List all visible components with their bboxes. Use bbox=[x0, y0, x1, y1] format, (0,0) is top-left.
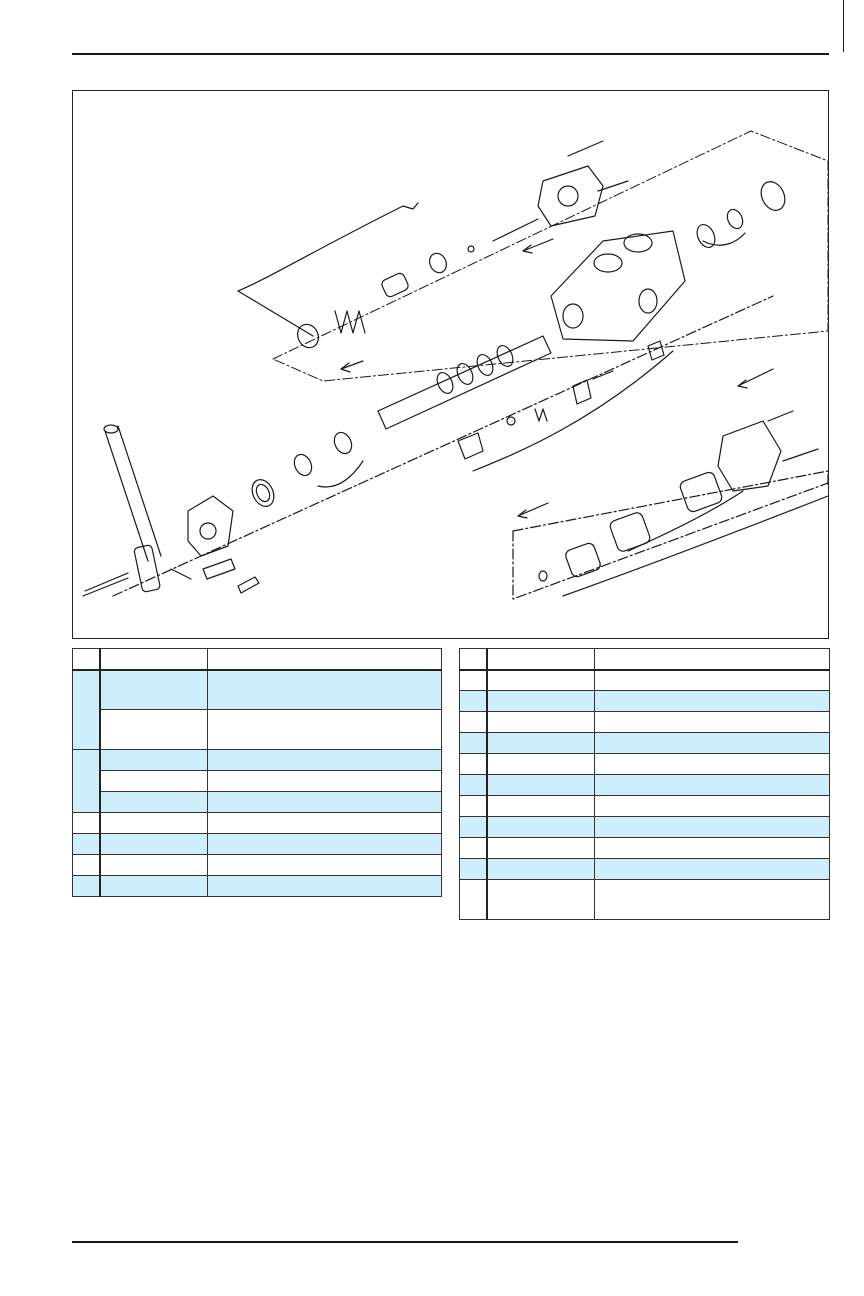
right-seal-1 bbox=[694, 222, 719, 251]
part-number-cell bbox=[487, 691, 595, 712]
small-ring bbox=[539, 571, 547, 581]
description-cell bbox=[595, 817, 830, 838]
description-cell bbox=[595, 796, 830, 817]
part-number-cell bbox=[487, 817, 595, 838]
table-row bbox=[460, 754, 830, 775]
cap-screw bbox=[493, 219, 538, 241]
stop bbox=[427, 251, 450, 276]
lower-flange bbox=[718, 421, 781, 491]
pin bbox=[171, 569, 191, 579]
description-cell bbox=[595, 838, 830, 859]
part-number-cell bbox=[100, 792, 208, 813]
table-row bbox=[460, 712, 830, 733]
description-cell bbox=[208, 813, 442, 834]
part-number-cell bbox=[487, 712, 595, 733]
table-row bbox=[460, 880, 830, 920]
description-cell bbox=[208, 792, 442, 813]
item-number-cell bbox=[460, 691, 487, 712]
part-number-cell bbox=[487, 733, 595, 754]
arrow-1 bbox=[341, 361, 363, 369]
table-row bbox=[460, 838, 830, 859]
footer-rule bbox=[72, 1241, 738, 1243]
lower-bracket-line bbox=[513, 471, 828, 531]
description-cell bbox=[208, 710, 442, 750]
header-cell bbox=[595, 649, 830, 670]
right-cap bbox=[757, 178, 790, 214]
clip bbox=[238, 577, 259, 593]
item-number-cell bbox=[460, 670, 487, 691]
header-cell bbox=[208, 649, 442, 670]
brace-left bbox=[318, 461, 363, 487]
description-cell bbox=[595, 754, 830, 775]
part-number-cell bbox=[100, 710, 208, 750]
table-row bbox=[73, 834, 442, 855]
handle-bracket bbox=[188, 496, 233, 556]
seal-1 bbox=[248, 476, 278, 510]
item-number-cell bbox=[460, 712, 487, 733]
table-row bbox=[460, 691, 830, 712]
item-number-cell bbox=[73, 750, 100, 813]
right-seal-2 bbox=[724, 207, 745, 231]
part-number-cell bbox=[487, 670, 595, 691]
item-number-cell bbox=[460, 817, 487, 838]
item-number-cell bbox=[460, 754, 487, 775]
item-number-cell bbox=[73, 855, 100, 876]
description-cell bbox=[208, 670, 442, 710]
part-number-cell bbox=[100, 834, 208, 855]
part-number-cell bbox=[100, 750, 208, 771]
table-row bbox=[460, 859, 830, 880]
exploded-view-diagram bbox=[72, 90, 829, 639]
top-right-rule bbox=[843, 0, 844, 52]
table-row bbox=[73, 710, 442, 750]
lower-bolts bbox=[768, 411, 818, 461]
lever-handle bbox=[105, 426, 161, 561]
part-number-cell bbox=[487, 859, 595, 880]
item-number-cell bbox=[73, 876, 100, 897]
lower-bracket-line-2 bbox=[513, 483, 828, 599]
table-header-row bbox=[460, 649, 830, 670]
spacer bbox=[380, 272, 409, 298]
arrow-2 bbox=[523, 239, 553, 251]
table-row bbox=[460, 796, 830, 817]
spool bbox=[378, 336, 551, 429]
upper-bracket-outline bbox=[273, 131, 828, 381]
description-cell bbox=[208, 834, 442, 855]
table-header-row bbox=[73, 649, 442, 670]
table-row bbox=[73, 813, 442, 834]
part-number-cell bbox=[100, 876, 208, 897]
item-number-cell bbox=[460, 838, 487, 859]
description-cell bbox=[208, 855, 442, 876]
sleeve bbox=[609, 511, 652, 553]
header-cell bbox=[73, 649, 100, 670]
table-row bbox=[73, 876, 442, 897]
description-cell bbox=[208, 876, 442, 897]
item-number-cell bbox=[73, 670, 100, 750]
valve-body bbox=[551, 231, 685, 341]
top-bolts bbox=[568, 141, 628, 191]
table-row bbox=[73, 670, 442, 710]
description-cell bbox=[595, 733, 830, 754]
part-number-cell bbox=[100, 855, 208, 876]
header-cell bbox=[487, 649, 595, 670]
detent-spring bbox=[535, 409, 547, 421]
part-number-cell bbox=[487, 796, 595, 817]
description-cell bbox=[595, 670, 830, 691]
item-number-cell bbox=[460, 733, 487, 754]
part-number-cell bbox=[100, 670, 208, 710]
table-row bbox=[73, 771, 442, 792]
table-row bbox=[73, 855, 442, 876]
table-row bbox=[460, 817, 830, 838]
table-row bbox=[460, 670, 830, 691]
brace-right-top bbox=[703, 233, 745, 245]
centerline bbox=[113, 296, 773, 596]
description-cell bbox=[208, 750, 442, 771]
parts-table-left bbox=[72, 648, 442, 897]
part-number-cell bbox=[100, 813, 208, 834]
part-number-cell bbox=[487, 880, 595, 920]
description-cell bbox=[595, 712, 830, 733]
arrow-4 bbox=[518, 503, 548, 516]
item-number-cell bbox=[73, 813, 100, 834]
part-number-cell bbox=[487, 775, 595, 796]
description-cell bbox=[595, 859, 830, 880]
description-cell bbox=[595, 775, 830, 796]
part-number-cell bbox=[100, 771, 208, 792]
detent-nut bbox=[648, 341, 664, 360]
header-cell bbox=[460, 649, 487, 670]
table-row bbox=[73, 750, 442, 771]
description-cell bbox=[208, 771, 442, 792]
bushing bbox=[564, 542, 602, 579]
arrow-3 bbox=[738, 369, 773, 386]
table-row bbox=[73, 792, 442, 813]
parts-table-right bbox=[459, 648, 830, 920]
spring bbox=[335, 311, 365, 333]
description-cell bbox=[595, 880, 830, 920]
item-number-cell bbox=[460, 796, 487, 817]
description-cell bbox=[595, 691, 830, 712]
part-number-cell bbox=[487, 754, 595, 775]
item-number-cell bbox=[460, 859, 487, 880]
table-row bbox=[460, 775, 830, 796]
seal-2 bbox=[291, 452, 315, 479]
seal-3 bbox=[331, 430, 355, 457]
valve-assembly-icon bbox=[73, 91, 829, 639]
item-number-cell bbox=[73, 834, 100, 855]
part-number-cell bbox=[487, 838, 595, 859]
brace-top bbox=[238, 203, 418, 291]
chain-link bbox=[203, 559, 235, 579]
header-rule bbox=[72, 53, 829, 55]
item-number-cell bbox=[460, 775, 487, 796]
brace-mid bbox=[473, 351, 673, 471]
table-row bbox=[460, 733, 830, 754]
header-cell bbox=[100, 649, 208, 670]
item-number-cell bbox=[460, 880, 487, 920]
